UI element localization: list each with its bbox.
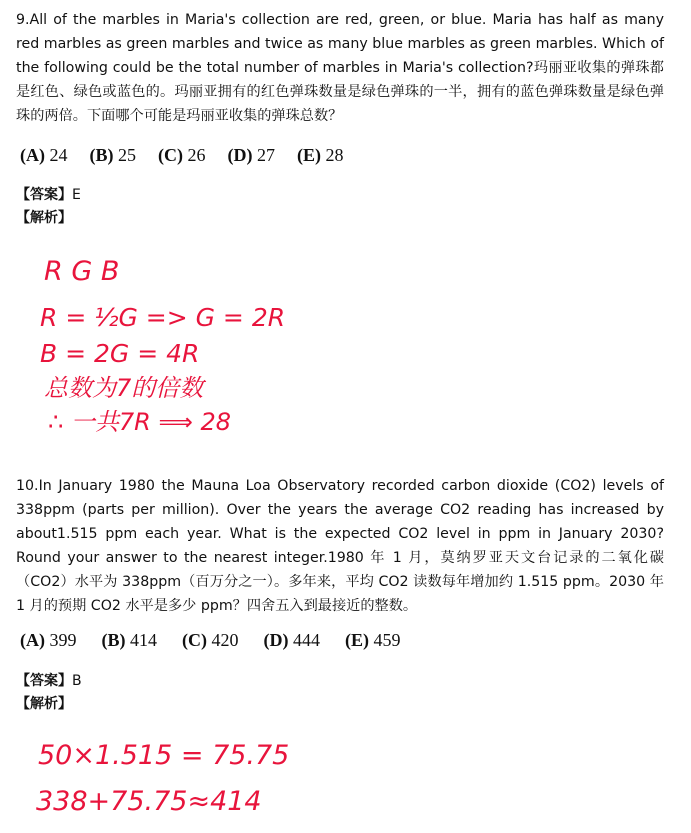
- choice-letter: (C): [182, 630, 207, 650]
- answer-value: B: [72, 673, 82, 689]
- choice-value: 459: [373, 630, 401, 650]
- choice-letter: (E): [345, 630, 369, 650]
- answer-value: E: [72, 187, 81, 203]
- handwriting-line: R = ½G => G = 2R: [40, 303, 286, 332]
- problem-10-choices: [20, 630, 426, 651]
- analysis-label: 【解析】: [16, 696, 72, 712]
- choice-letter: (B): [89, 145, 114, 165]
- handwriting-line: 338+75.75≈414: [36, 786, 262, 817]
- problem-10-text: 10.In January 1980 the Mauna Loa Observatory recorded carbon dioxide (CO2) levels of 338ppm (parts per million). Over the years the average CO2 reading has increased by about1.515 ppm each year. What is the expected CO2 level in ppm in January 2030? Round your answer to the nearest integer.1980 年 1 月，莫纳罗亚天文台记录的二氧化碳（CO2）水平为 338ppm（百万分之一）。多年来，平均 CO2 读数每年增加约 1.515 ppm。2030 年 1 月的预期 CO2 水平是多少 ppm？四舍五入到最接近的整数。: [16, 478, 664, 614]
- analysis-label: 【解析】: [16, 210, 72, 226]
- choice-letter: (E): [297, 145, 321, 165]
- choice-value: 26: [187, 145, 206, 165]
- handwriting-line: 总数为7的倍数: [44, 374, 204, 402]
- choice-value: 25: [118, 145, 136, 165]
- choice-letter: (C): [158, 145, 183, 165]
- handwriting-line: R G B: [44, 256, 120, 287]
- problem-9-text: 9.All of the marbles in Maria's collection are red, green, or blue. Maria has half as many red marbles as green marbles and twice as many blue marbles as green marbles. Which of the following could be the total number of marbles in Maria's collection?玛丽亚收集的弹珠都是红色、绿色或蓝色的。玛丽亚拥有的红色弹珠数量是绿色弹珠的一半，拥有的蓝色弹珠数量是绿色弹珠的两倍。下面哪个可能是玛丽亚收集的弹珠总数？: [16, 12, 664, 124]
- choice-d: [264, 630, 321, 651]
- choice-letter: (A): [20, 145, 45, 165]
- choice-b: [102, 630, 158, 651]
- choice-value: 414: [130, 630, 157, 650]
- choice-e: [345, 630, 401, 651]
- choice-letter: (B): [101, 630, 126, 650]
- choice-value: 28: [325, 145, 344, 165]
- choice-c: [182, 630, 239, 651]
- choice-letter: (D): [263, 630, 289, 650]
- choice-letter: (D): [227, 145, 253, 165]
- choice-value: 444: [293, 630, 320, 650]
- problem-10-answer: [16, 671, 82, 691]
- choice-a: [20, 630, 77, 651]
- problem-10-analysis-label: [16, 694, 72, 714]
- choice-value: 399: [49, 630, 77, 650]
- choice-letter: (A): [20, 630, 45, 650]
- answer-label: 【答案】: [16, 673, 72, 689]
- answer-label: 【答案】: [16, 187, 72, 203]
- handwriting-line: B = 2G = 4R: [40, 339, 200, 368]
- choice-value: 24: [49, 145, 68, 165]
- choice-value: 420: [211, 630, 239, 650]
- handwriting-line: 50×1.515 = 75.75: [38, 740, 290, 771]
- handwriting-line: ∴ 一共7R ⟹ 28: [48, 408, 232, 436]
- choice-value: 27: [257, 145, 275, 165]
